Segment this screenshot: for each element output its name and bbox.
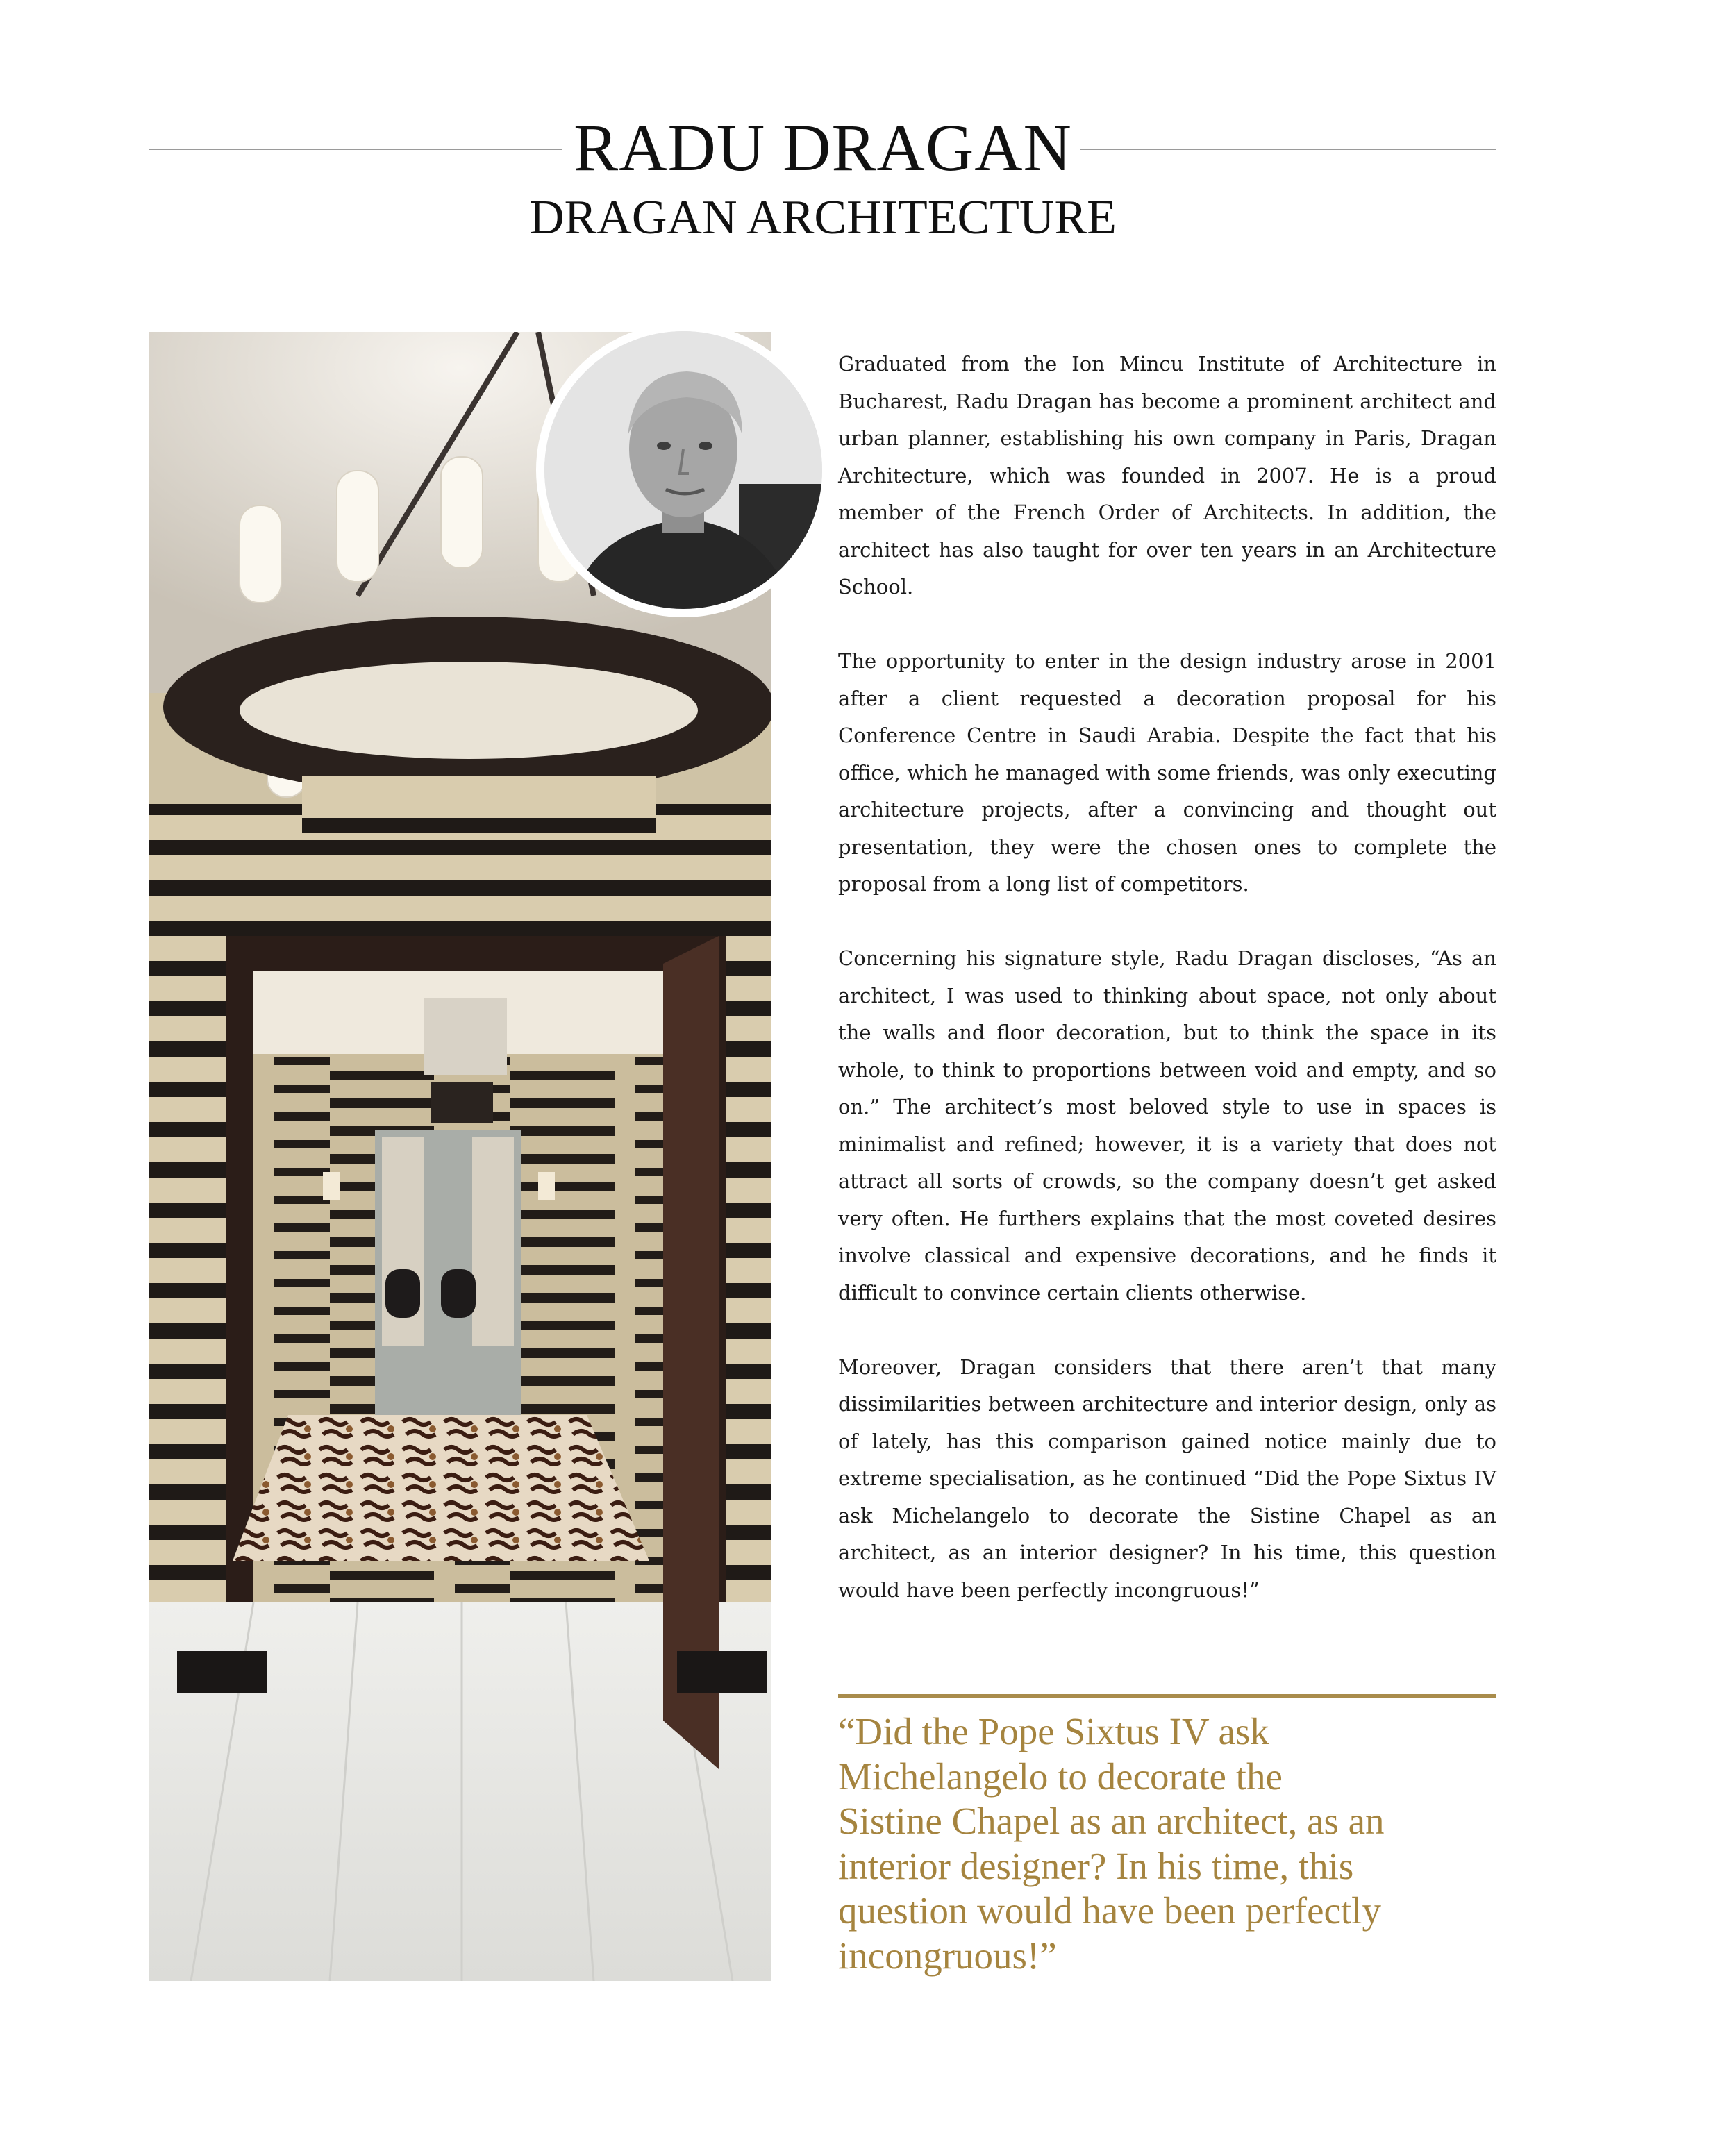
article-paragraph: Graduated from the Ion Mincu Institute of Architecture in Bucharest, Radu Dragan has become a prominent architect and urban planner, establishing his own company in Paris, Dragan Architecture, which was founded in 2007. He is a proud member of the French Order of Architects. In addition, the architect has also taught for over ten years in an Architecture School. bbox=[838, 352, 1496, 599]
pull-quote-line: “Did the Pope Sixtus IV ask bbox=[838, 1710, 1269, 1752]
page-title: RADU DRAGAN bbox=[574, 110, 1072, 185]
portrait-photo bbox=[536, 323, 831, 617]
pull-quote-line: interior designer? In his time, this bbox=[838, 1844, 1354, 1887]
pull-quote-line: incongruous!” bbox=[838, 1934, 1057, 1977]
article-paragraph: The opportunity to enter in the design industry arose in 2001 after a client requested a decoration proposal for his Conference Centre in Saudi Arabia. Despite the fact that his office, which he managed with some friends, was only executing architecture projects, after a convincing and thought out presentation, they were the chosen ones to complete the proposal from a long list of competitors. bbox=[838, 649, 1496, 896]
pull-quote-line: question would have been perfectly bbox=[838, 1889, 1381, 1932]
pull-quote-line: Michelangelo to decorate the bbox=[838, 1755, 1283, 1798]
pull-quote bbox=[838, 1709, 1496, 1978]
pull-quote-line: Sistine Chapel as an architect, as an bbox=[838, 1800, 1385, 1842]
article-paragraph: Concerning his signature style, Radu Dragan discloses, “As an architect, I was used to thinking about space, not only about the walls and floor decoration, but to think the space in its whole, to think to proportions between void and empty, and so on.” The architect’s most beloved style to use in spaces is minimalist and refined; however, it is a variety that does not attract all sorts of crowds, so the company doesn’t get asked very often. He furthers explains that the most coveted desires involve classical and expensive decorations, and he finds it difficult to convince certain clients otherwise. bbox=[838, 946, 1496, 1305]
article-body bbox=[838, 346, 1496, 1646]
pull-quote-rule bbox=[838, 1694, 1496, 1698]
company-subtitle: DRAGAN ARCHITECTURE bbox=[529, 191, 1117, 244]
article-paragraph: Moreover, Dragan considers that there aren’t that many dissimilarities between architecture and interior design, only as of lately, has this comparison gained notice mainly due to extreme specialisation, as he continued “Did the Pope Sixtus IV ask Michelangelo to decorate the Sistine Chapel as an architect, as an interior designer? In his time, this question would have been perfectly incongruous!” bbox=[838, 1355, 1496, 1602]
